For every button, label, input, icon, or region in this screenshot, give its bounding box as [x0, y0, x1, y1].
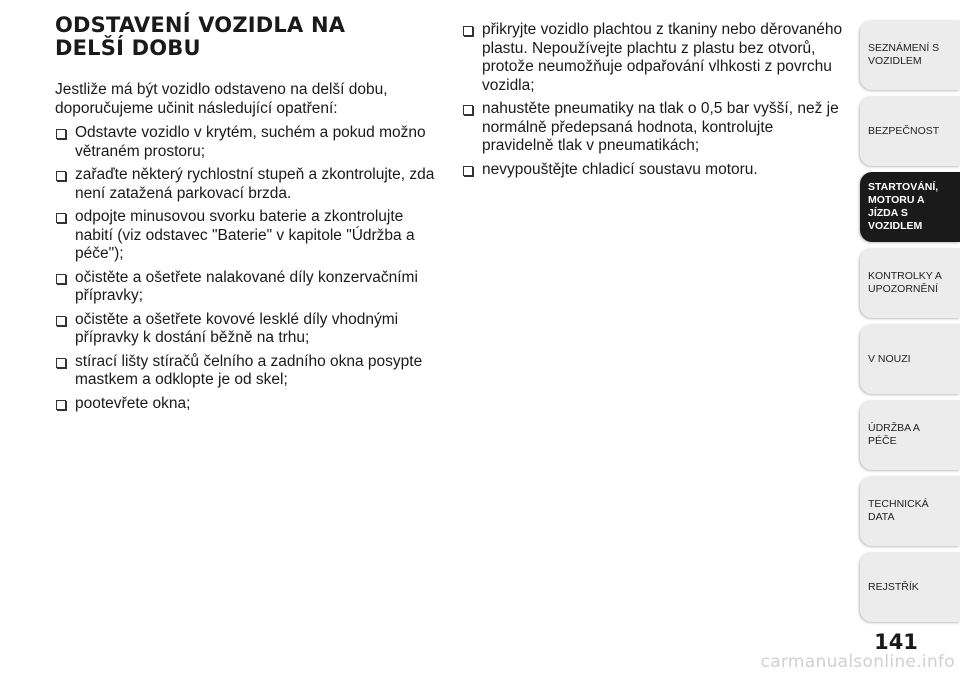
checkbox-bullet-icon — [56, 358, 66, 368]
left-column — [55, 81, 440, 418]
list-item-text: zařaďte některý rychlostní stupeň a zkontrolujte, zda není zatažená parkovací brzda. — [75, 166, 435, 202]
list-item-text: přikryjte vozidlo plachtou z tkaniny nebo děrovaného plastu. Nepoužívejte plachtu z plastu bez otvorů, protože neumožňuje odpařování vlhkosti z povrchu vozidla; — [482, 21, 843, 94]
list-item — [55, 353, 440, 390]
list-item — [462, 100, 847, 156]
checkbox-bullet-icon — [56, 400, 66, 410]
checkbox-bullet-icon — [56, 316, 66, 326]
right-column — [462, 21, 847, 184]
tab-label: KONTROLKY A UPOZORNĚNÍ — [868, 270, 942, 295]
checkbox-bullet-icon — [56, 274, 66, 284]
list-item-text: nevypouštějte chladicí soustavu motoru. — [482, 160, 758, 178]
checkbox-bullet-icon — [463, 105, 473, 115]
tab-kontrolky-a-upozorneni[interactable] — [860, 248, 960, 318]
list-item-text: očistěte a ošetřete nalakované díly konzervačními přípravky; — [75, 268, 418, 304]
tab-rejstrik[interactable] — [860, 552, 960, 622]
checkbox-bullet-icon — [56, 171, 66, 181]
tab-label: ÚDRŽBA A PÉČE — [868, 422, 920, 447]
list-item — [55, 269, 440, 306]
tab-label: BEZPEČNOST — [868, 124, 940, 137]
list-item-text: stírací lišty stíračů čelního a zadního okna posypte mastkem a odklopte je od skel; — [75, 352, 423, 388]
checkbox-bullet-icon — [56, 213, 66, 223]
tab-label: TECHNICKÁ DATA — [868, 498, 929, 523]
checkbox-bullet-icon — [463, 166, 473, 176]
tab-startovani-motoru-a-jizda[interactable] — [860, 172, 960, 242]
tab-label: V NOUZI — [868, 352, 911, 365]
list-item — [55, 395, 440, 414]
list-item — [55, 311, 440, 348]
list-item — [462, 21, 847, 95]
checkbox-bullet-icon — [56, 129, 66, 139]
tab-label: SEZNÁMENÍ S VOZIDLEM — [868, 42, 940, 67]
checkbox-bullet-icon — [463, 26, 473, 36]
tab-udrzba-a-pece[interactable] — [860, 400, 960, 470]
list-item-text: pootevřete okna; — [75, 394, 191, 412]
right-bullet-list — [462, 21, 847, 179]
list-item — [462, 161, 847, 180]
tab-label: STARTOVÁNÍ, MOTORU A JÍZDA S VOZIDLEM — [868, 181, 939, 232]
list-item — [55, 124, 440, 161]
list-item-text: Odstavte vozidlo v krytém, suchém a pokud možno větraném prostoru; — [75, 124, 426, 160]
list-item-text: očistěte a ošetřete kovové lesklé díly vhodnými přípravky k dostání běžně na trhu; — [75, 310, 399, 346]
page-title: ODSTAVENÍ VOZIDLA NA DELŠÍ DOBU — [55, 13, 346, 60]
tab-seznameni-s-vozidlem[interactable] — [860, 20, 960, 90]
list-item-text: odpojte minusovou svorku baterie a zkontrolujte nabití (viz odstavec "Baterie" v kapitole "Údržba a péče"); — [75, 208, 415, 262]
intro-paragraph: Jestliže má být vozidlo odstaveno na delší dobu, doporučujeme učinit následující opatření: — [55, 81, 388, 117]
tab-bezpecnost[interactable] — [860, 96, 960, 166]
watermark: carmanualsonline.info — [760, 652, 955, 672]
tab-v-nouzi[interactable] — [860, 324, 960, 394]
tab-technicka-data[interactable] — [860, 476, 960, 546]
page-number: 141 — [874, 630, 918, 654]
list-item-text: nahustěte pneumatiky na tlak o 0,5 bar vyšší, než je normálně předepsaná hodnota, kontrolujte pravidelně tlak v pneumatikách; — [482, 100, 839, 154]
list-item — [55, 208, 440, 264]
left-bullet-list — [55, 124, 440, 413]
tab-label: REJSTŘÍK — [868, 580, 919, 593]
list-item — [55, 166, 440, 203]
